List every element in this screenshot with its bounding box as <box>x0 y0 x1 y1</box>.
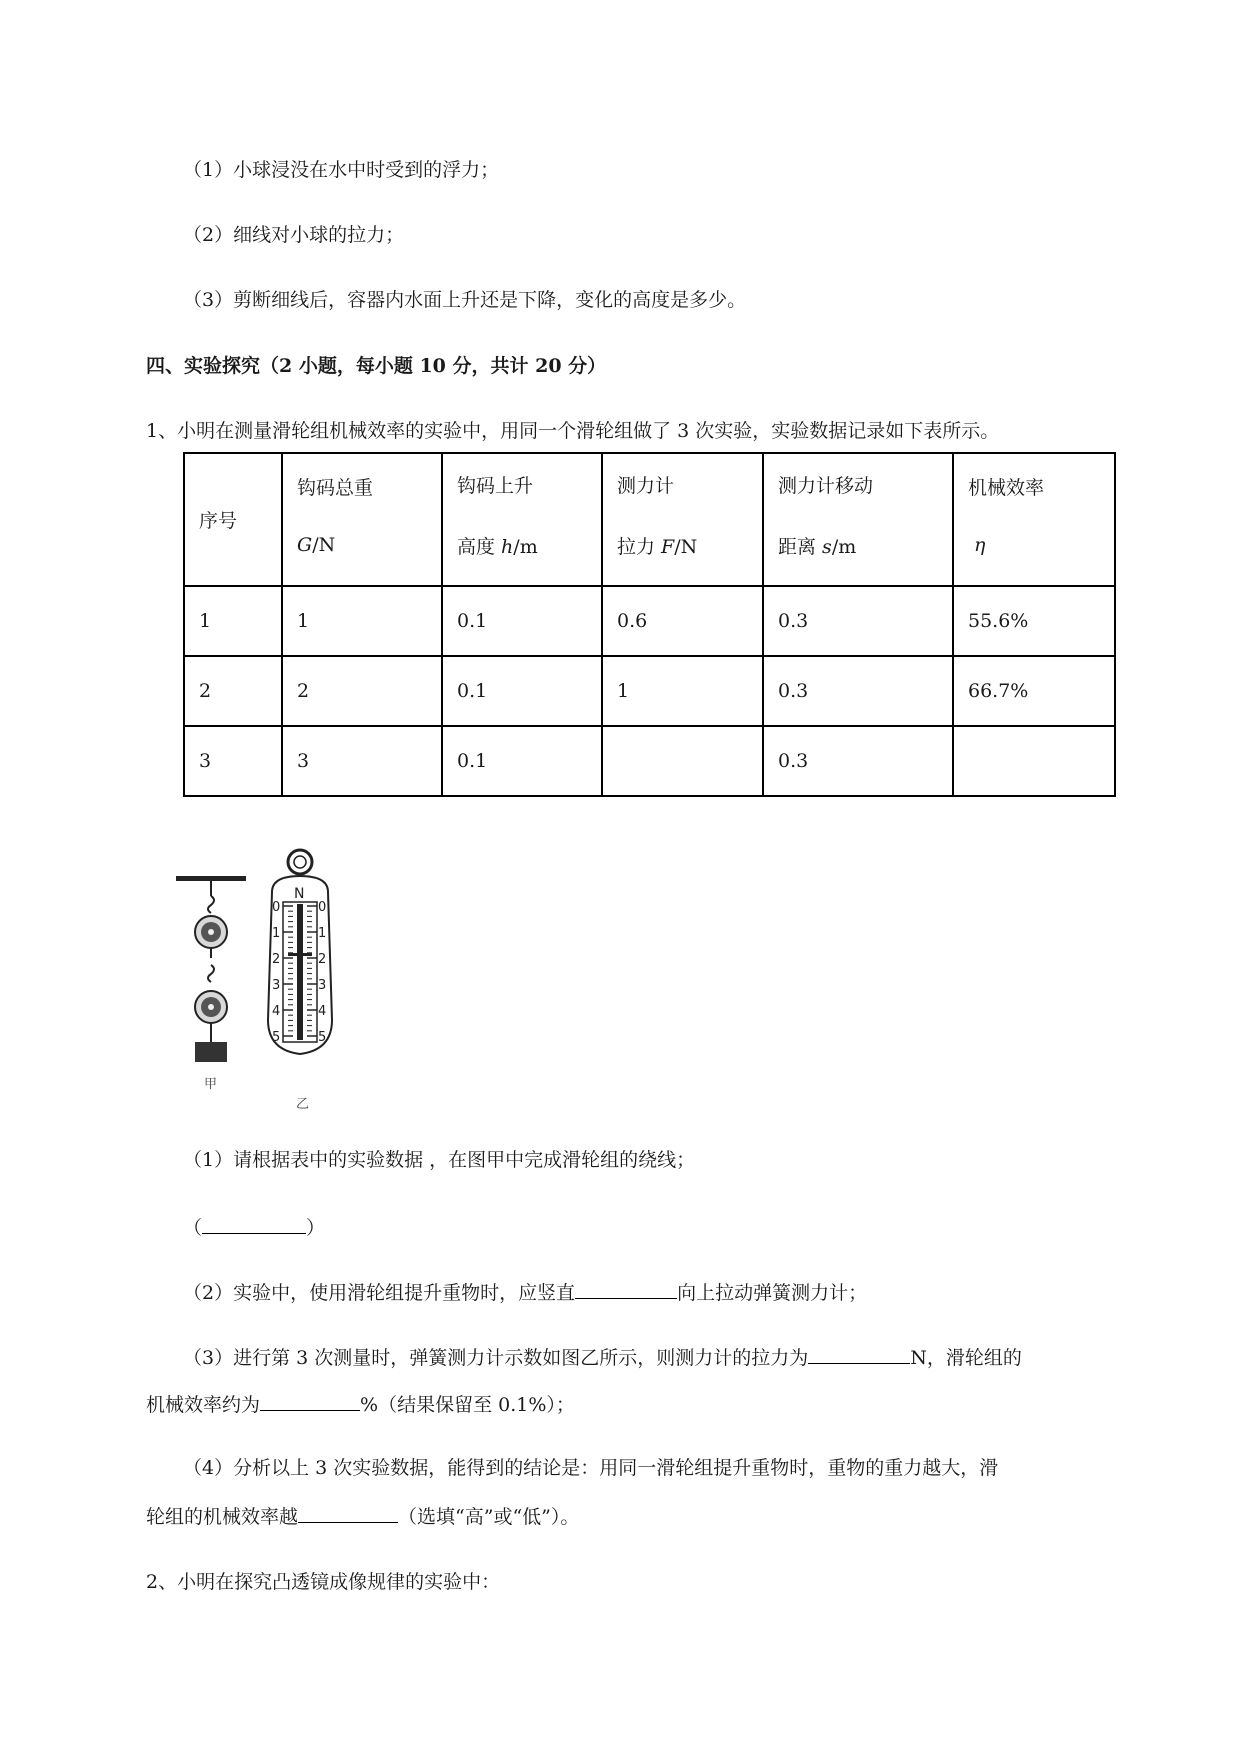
spring-scale-diagram <box>268 850 332 1110</box>
figure-label-left: 甲 <box>204 1077 218 1092</box>
table-cell: 3 <box>282 726 442 796</box>
scale-tick-label-right: 1 <box>318 926 327 941</box>
question-1-buoyancy: （1）小球浸没在水中时受到的浮力； <box>183 159 500 181</box>
sub-question-4-line1: （4）分析以上 3 次实验数据，能得到的结论是：用同一滑轮组提升重物时，重物的重力越大，滑 <box>183 1457 999 1479</box>
header-cell-distance: 测力计移动 距离 s/m <box>763 453 953 586</box>
sub-question-3-line2: 机械效率约为 %（结果保留至 0.1%）； <box>146 1390 575 1418</box>
table-cell: 0.6 <box>602 586 763 656</box>
header-cell-height: 钩码上升 高度 h/m <box>442 453 602 586</box>
question-2-tension: （2）细线对小球的拉力； <box>183 224 405 246</box>
answer-blank[interactable] <box>575 1278 677 1299</box>
header-cell-efficiency: 机械效率 η <box>953 453 1115 586</box>
question-3-water-level: （3）剪断细线后，容器内水面上升还是下降，变化的高度是多少。 <box>183 289 747 311</box>
scale-tick-label-left: 3 <box>272 978 281 993</box>
answer-blank[interactable] <box>202 1213 306 1234</box>
table-cell: 0.1 <box>442 726 602 796</box>
scale-tick-label-right: 2 <box>318 952 327 967</box>
scale-unit: N <box>294 886 305 902</box>
answer-blank[interactable] <box>808 1343 910 1364</box>
table-cell: 0.3 <box>763 726 953 796</box>
sub-question-4-line2: 轮组的机械效率越 （选填“高”或“低”）。 <box>146 1502 579 1530</box>
header-cell-force: 测力计 拉力 F/N <box>602 453 763 586</box>
table-cell: 1 <box>282 586 442 656</box>
apparatus-figure <box>160 840 360 1110</box>
table-cell: 0.1 <box>442 586 602 656</box>
pulley-system-diagram <box>176 876 246 1092</box>
table-header-row <box>184 453 1115 586</box>
table-cell: 0.1 <box>442 656 602 726</box>
scale-tick-label-left: 0 <box>272 900 281 915</box>
table-row <box>184 726 1115 796</box>
table-cell: 1 <box>602 656 763 726</box>
experiment-data-table <box>183 452 1116 797</box>
table-cell: 1 <box>184 586 282 656</box>
answer-blank[interactable] <box>298 1502 398 1523</box>
table-cell: 55.6% <box>953 586 1115 656</box>
sub-question-3-line1: （3）进行第 3 次测量时，弹簧测力计示数如图乙所示，则测力计的拉力为 N，滑轮组的 <box>183 1343 1022 1371</box>
scale-tick-label-right: 4 <box>318 1004 327 1019</box>
table-cell: 2 <box>184 656 282 726</box>
scale-tick-label-left: 5 <box>272 1030 281 1045</box>
scale-tick-label-left: 2 <box>272 952 281 967</box>
table-cell: 0.3 <box>763 656 953 726</box>
table-cell: 0.3 <box>763 586 953 656</box>
sub-question-1-answer-line: （ ） <box>183 1213 325 1241</box>
scale-tick-label-left: 1 <box>272 926 281 941</box>
table-cell: 3 <box>184 726 282 796</box>
figure-label-right: 乙 <box>296 1097 310 1110</box>
scale-tick-label-right: 3 <box>318 978 327 993</box>
scale-tick-label-right: 0 <box>318 900 327 915</box>
table-row <box>184 656 1115 726</box>
header-cell-weight: 钩码总重 G/N <box>282 453 442 586</box>
header-cell-index: 序号 <box>184 453 282 586</box>
answer-blank[interactable] <box>260 1390 360 1411</box>
table-cell <box>602 726 763 796</box>
scale-tick-label-left: 4 <box>272 1004 281 1019</box>
section-heading: 四、实验探究（2 小题，每小题 10 分，共计 20 分） <box>146 355 607 377</box>
sub-question-1: （1）请根据表中的实验数据 ，在图甲中完成滑轮组的绕线； <box>183 1149 696 1171</box>
table-cell <box>953 726 1115 796</box>
sub-question-2: （2）实验中，使用滑轮组提升重物时，应竖直 向上拉动弹簧测力计； <box>183 1278 867 1306</box>
scale-tick-label-right: 5 <box>318 1030 327 1045</box>
table-row <box>184 586 1115 656</box>
problem-2-intro: 2、小明在探究凸透镜成像规律的实验中： <box>146 1571 501 1593</box>
table-cell: 66.7% <box>953 656 1115 726</box>
problem-1-intro: 1、小明在测量滑轮组机械效率的实验中，用同一个滑轮组做了 3 次实验，实验数据记录如下表所示。 <box>146 420 1000 442</box>
table-cell: 2 <box>282 656 442 726</box>
